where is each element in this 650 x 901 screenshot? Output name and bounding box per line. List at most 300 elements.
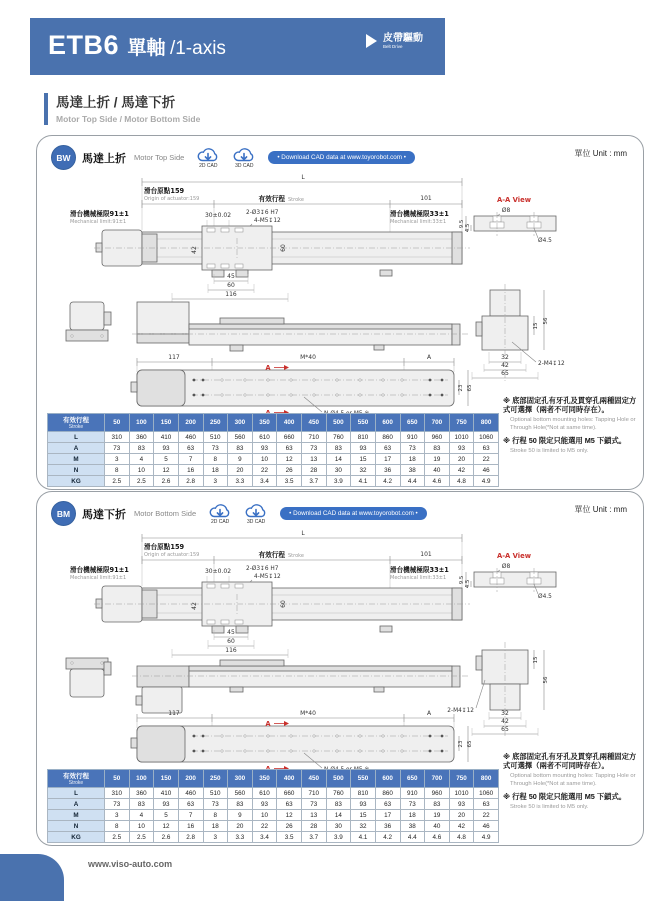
value-cell: 19 <box>425 810 450 821</box>
download-cad-link[interactable]: • Download CAD data at www.toyorobot.com • <box>280 507 427 520</box>
stroke-label-en: Stroke <box>288 197 304 203</box>
dim-45: 45 <box>227 273 235 280</box>
value-cell: 960 <box>425 432 450 443</box>
row-label: M <box>48 810 105 821</box>
note-1-en: Optional bottom mounting holes: Tapping Hole or Through Hole(*Not at same time). <box>510 772 636 787</box>
value-cell: 83 <box>326 799 351 810</box>
table-row <box>48 788 499 799</box>
value-cell: 83 <box>228 443 253 454</box>
value-cell: 18 <box>203 821 228 832</box>
value-cell: 19 <box>425 454 450 465</box>
value-cell: 4.1 <box>351 476 376 487</box>
value-cell: 12 <box>154 465 179 476</box>
technical-drawing-motor-bottom <box>42 522 638 774</box>
section-accent-bar <box>44 93 48 125</box>
value-cell: 93 <box>351 443 376 454</box>
dim-d4p5: Ø4.5 <box>538 238 552 244</box>
cad-3d-label: 3D CAD <box>235 162 254 169</box>
value-cell: 3 <box>105 454 130 465</box>
value-cell: 83 <box>425 799 450 810</box>
value-cell: 3 <box>203 832 228 843</box>
value-cell: 32 <box>351 465 376 476</box>
value-cell: 4 <box>129 810 154 821</box>
dim-4p5: 4.5 <box>465 223 471 233</box>
stroke-label-cn: 有效行程 <box>258 551 285 559</box>
table-row <box>48 476 499 487</box>
value-cell: 910 <box>400 432 425 443</box>
stroke-col-header: 300 <box>228 414 253 432</box>
value-cell: 38 <box>400 465 425 476</box>
value-cell: 28 <box>302 821 327 832</box>
value-cell: 16 <box>178 821 203 832</box>
dim-tap-holes: 4-M5↧12 <box>254 218 281 224</box>
title-en: /1-axis <box>169 38 226 59</box>
dim-23: 23 <box>458 740 464 748</box>
table-row <box>48 832 499 843</box>
stroke-col-header: 600 <box>375 414 400 432</box>
note-1-en: Optional bottom mounting holes: Tapping Hole or Through Hole(*Not at same time). <box>510 416 636 431</box>
stroke-label-cn: 有效行程 <box>258 195 285 203</box>
value-cell: 63 <box>277 799 302 810</box>
value-cell: 2.8 <box>178 476 203 487</box>
value-cell: 2.6 <box>154 476 179 487</box>
value-cell: 410 <box>154 788 179 799</box>
value-cell: 93 <box>252 443 277 454</box>
dim-m40: M*40 <box>300 354 316 361</box>
header-banner <box>30 18 445 75</box>
aa-view-title: A-A View <box>496 552 532 560</box>
value-cell: 18 <box>400 810 425 821</box>
value-cell: 3.9 <box>326 476 351 487</box>
value-cell: 5 <box>154 810 179 821</box>
stroke-col-header: 650 <box>400 414 425 432</box>
value-cell: 40 <box>425 465 450 476</box>
value-cell: 3.7 <box>302 832 327 843</box>
value-cell: 3 <box>105 810 130 821</box>
value-cell: 12 <box>154 821 179 832</box>
value-cell: 710 <box>302 432 327 443</box>
stroke-col-header: 250 <box>203 414 228 432</box>
value-cell: 20 <box>449 810 474 821</box>
stroke-col-header: 200 <box>178 770 203 788</box>
panel-title-en: Motor Bottom Side <box>134 509 197 518</box>
dim-32: 32 <box>501 710 509 717</box>
value-cell: 4.6 <box>425 832 450 843</box>
value-cell: 1010 <box>449 432 474 443</box>
value-cell: 14 <box>326 810 351 821</box>
aa-view-title: A-A View <box>496 196 532 204</box>
stroke-col-header: 300 <box>228 770 253 788</box>
section-title-cn: 馬達上折 / 馬達下折 <box>56 95 176 110</box>
value-cell: 660 <box>277 432 302 443</box>
value-cell: 12 <box>277 454 302 465</box>
dim-56: 56 <box>543 676 549 684</box>
value-cell: 8 <box>105 821 130 832</box>
stroke-col-header: 600 <box>375 770 400 788</box>
dim-a: A <box>426 710 432 717</box>
table-row <box>48 443 499 454</box>
value-cell: 410 <box>154 432 179 443</box>
dim-116: 116 <box>225 647 237 654</box>
row-label: L <box>48 432 105 443</box>
value-cell: 18 <box>400 454 425 465</box>
dim-tap-holes: 4-M5↧12 <box>254 574 281 580</box>
value-cell: 20 <box>228 821 253 832</box>
bottom-view <box>131 354 473 417</box>
mech-limit-right-en: Mechanical limit:33±1 <box>390 575 447 581</box>
value-cell: 93 <box>252 799 277 810</box>
value-cell: 3.3 <box>228 832 253 843</box>
value-cell: 93 <box>449 799 474 810</box>
dim-right-length: 101 <box>420 551 432 558</box>
stroke-col-header: 50 <box>105 414 130 432</box>
value-cell: 10 <box>129 465 154 476</box>
note-1-cn: ※ 底部固定孔有牙孔及貫穿孔兩種固定方式可選擇（兩者不可同時存在）。 <box>503 752 637 771</box>
stroke-dimension-table <box>47 769 499 843</box>
value-cell: 26 <box>277 465 302 476</box>
dim-m4-holes: 2-M4↧12 <box>447 708 474 714</box>
dim-32: 32 <box>501 354 509 361</box>
stroke-col-header: 700 <box>425 414 450 432</box>
note-2-cn: ※ 行程 50 限定只能選用 M5 下鎖式。 <box>503 436 627 446</box>
unit-label: 單位 Unit : mm <box>574 505 627 514</box>
stroke-col-header: 500 <box>326 414 351 432</box>
panel-notes <box>503 752 637 815</box>
stroke-col-header: 700 <box>425 770 450 788</box>
stroke-label-en: Stroke <box>288 553 304 559</box>
dim-15: 15 <box>533 656 539 664</box>
section-mark-a-top: A <box>265 720 271 728</box>
value-cell: 63 <box>375 443 400 454</box>
dim-23: 23 <box>458 384 464 392</box>
value-cell: 17 <box>375 454 400 465</box>
dim-65r: 65 <box>467 384 473 392</box>
value-cell: 4.8 <box>449 476 474 487</box>
value-cell: 360 <box>129 432 154 443</box>
value-cell: 4.2 <box>375 476 400 487</box>
value-cell: 20 <box>449 454 474 465</box>
panel-title-cn: 馬達上折 <box>82 152 126 165</box>
value-cell: 40 <box>425 821 450 832</box>
value-cell: 3 <box>203 476 228 487</box>
value-cell: 4.8 <box>449 832 474 843</box>
value-cell: 660 <box>277 788 302 799</box>
stroke-col-header: 550 <box>351 414 376 432</box>
stroke-header-cell: 有效行程 Stroke <box>48 414 105 432</box>
value-cell: 3.7 <box>302 476 327 487</box>
footer-url: www.viso-auto.com <box>88 859 173 869</box>
value-cell: 63 <box>375 799 400 810</box>
origin-label-cn: 滑台原點159 <box>144 543 185 551</box>
value-cell: 10 <box>129 821 154 832</box>
value-cell: 2.5 <box>105 832 130 843</box>
value-cell: 3.5 <box>277 476 302 487</box>
value-cell: 38 <box>400 821 425 832</box>
dim-117: 117 <box>168 710 180 717</box>
section-mark-a-top: A <box>265 364 271 372</box>
model-code-badge: BW <box>51 145 76 170</box>
dim-42: 42 <box>191 246 198 254</box>
mech-limit-left-en: Mechanical limit:91±1 <box>70 219 127 225</box>
dim-4p5: 4.5 <box>465 579 471 589</box>
value-cell: 510 <box>203 788 228 799</box>
dim-a: A <box>426 354 432 361</box>
value-cell: 760 <box>326 432 351 443</box>
dim-9p5: 9.5 <box>459 219 465 229</box>
right-end-view <box>472 284 565 382</box>
note-2-en: Stroke 50 is limited to M5 only. <box>510 803 589 810</box>
value-cell: 17 <box>375 810 400 821</box>
dim-42b: 42 <box>501 362 509 369</box>
download-cad-link[interactable]: • Download CAD data at www.toyorobot.com • <box>268 151 415 164</box>
value-cell: 3.4 <box>252 832 277 843</box>
stroke-col-header: 200 <box>178 414 203 432</box>
stroke-table-wrap <box>47 769 499 843</box>
value-cell: 510 <box>203 432 228 443</box>
value-cell: 2.5 <box>105 476 130 487</box>
value-cell: 10 <box>252 810 277 821</box>
dim-60b: 60 <box>227 282 235 289</box>
value-cell: 28 <box>302 465 327 476</box>
row-label: A <box>48 799 105 810</box>
value-cell: 32 <box>351 821 376 832</box>
panel-title-cn: 馬達下折 <box>82 508 126 521</box>
section-title <box>44 91 200 124</box>
mech-limit-right-cn: 滑台機械極限33±1 <box>390 210 449 218</box>
row-label: KG <box>48 832 105 843</box>
value-cell: 3.5 <box>277 832 302 843</box>
value-cell: 15 <box>351 454 376 465</box>
value-cell: 810 <box>351 788 376 799</box>
arrow-right-icon <box>366 34 377 48</box>
dim-d4p5: Ø4.5 <box>538 594 552 600</box>
drive-type-en: Belt Drive <box>383 44 403 49</box>
value-cell: 83 <box>129 443 154 454</box>
value-cell: 3.9 <box>326 832 351 843</box>
value-cell: 7 <box>178 810 203 821</box>
technical-drawing-motor-top <box>42 166 638 418</box>
value-cell: 4.4 <box>400 832 425 843</box>
left-end-view <box>66 658 111 697</box>
value-cell: 83 <box>326 443 351 454</box>
mech-limit-left-en: Mechanical limit:91±1 <box>70 575 127 581</box>
value-cell: 16 <box>178 465 203 476</box>
stroke-col-header: 750 <box>449 414 474 432</box>
dim-56: 56 <box>543 317 549 325</box>
origin-label-cn: 滑台原點159 <box>144 187 185 195</box>
dim-60: 60 <box>280 244 287 252</box>
value-cell: 3.3 <box>228 476 253 487</box>
value-cell: 83 <box>228 799 253 810</box>
value-cell: 610 <box>252 788 277 799</box>
model-name: ETB6 <box>48 30 120 60</box>
row-label: KG <box>48 476 105 487</box>
stroke-col-header: 800 <box>474 414 499 432</box>
drive-type-cn: 皮帶驅動 <box>383 33 423 44</box>
value-cell: 810 <box>351 432 376 443</box>
bottom-view <box>131 710 473 773</box>
cloud-download-icon <box>196 147 220 164</box>
side-view <box>132 660 470 713</box>
value-cell: 26 <box>277 821 302 832</box>
value-cell: 4.6 <box>425 476 450 487</box>
table-row <box>48 810 499 821</box>
value-cell: 42 <box>449 821 474 832</box>
value-cell: 83 <box>129 799 154 810</box>
value-cell: 12 <box>277 810 302 821</box>
dim-overall-length: L <box>301 530 305 537</box>
dim-d8: Ø8 <box>501 207 511 214</box>
value-cell: 42 <box>449 465 474 476</box>
value-cell: 93 <box>154 443 179 454</box>
origin-label-en: Origin of actuator:159 <box>144 196 200 202</box>
mech-limit-left-cn: 滑台機械極限91±1 <box>70 566 129 574</box>
value-cell: 910 <box>400 788 425 799</box>
stroke-col-header: 450 <box>302 414 327 432</box>
dim-dowel-holes: 2-Ø3↧6 H7 <box>246 210 279 216</box>
value-cell: 10 <box>252 454 277 465</box>
dim-right-length: 101 <box>420 195 432 202</box>
cloud-download-icon <box>232 147 256 164</box>
dim-d8: Ø8 <box>501 563 511 570</box>
value-cell: 13 <box>302 810 327 821</box>
table-row <box>48 465 499 476</box>
model-code-badge: BM <box>51 501 76 526</box>
row-label: L <box>48 788 105 799</box>
right-end-view <box>447 642 549 738</box>
value-cell: 13 <box>302 454 327 465</box>
value-cell: 22 <box>252 821 277 832</box>
value-cell: 15 <box>351 810 376 821</box>
stroke-col-header: 800 <box>474 770 499 788</box>
table-row <box>48 821 499 832</box>
value-cell: 73 <box>105 443 130 454</box>
dim-overall-length: L <box>301 174 305 181</box>
value-cell: 5 <box>154 454 179 465</box>
cad-2d-label: 2D CAD <box>210 518 230 525</box>
dim-60: 60 <box>280 600 287 608</box>
value-cell: 73 <box>400 799 425 810</box>
value-cell: 73 <box>105 799 130 810</box>
value-cell: 46 <box>474 465 499 476</box>
dim-9p5: 9.5 <box>459 575 465 585</box>
value-cell: 360 <box>129 788 154 799</box>
row-label: M <box>48 454 105 465</box>
dim-65: 65 <box>501 370 509 377</box>
value-cell: 560 <box>228 788 253 799</box>
value-cell: 710 <box>302 788 327 799</box>
value-cell: 9 <box>228 810 253 821</box>
value-cell: 2.8 <box>178 832 203 843</box>
value-cell: 2.5 <box>129 832 154 843</box>
aa-section-view <box>459 196 556 244</box>
stroke-col-header: 550 <box>351 770 376 788</box>
value-cell: 460 <box>178 788 203 799</box>
value-cell: 93 <box>351 799 376 810</box>
dim-60b: 60 <box>227 638 235 645</box>
stroke-dimension-table <box>47 413 499 487</box>
value-cell: 7 <box>178 454 203 465</box>
value-cell: 63 <box>178 799 203 810</box>
mech-limit-right-en: Mechanical limit:33±1 <box>390 219 447 225</box>
value-cell: 63 <box>474 443 499 454</box>
stroke-header-cell: 有效行程 Stroke <box>48 770 105 788</box>
row-label: A <box>48 443 105 454</box>
dim-m4-holes: 2-M4↧12 <box>538 361 565 367</box>
value-cell: 36 <box>375 821 400 832</box>
cloud-download-icon <box>244 503 268 520</box>
value-cell: 14 <box>326 454 351 465</box>
note-2-cn: ※ 行程 50 限定只能選用 M5 下鎖式。 <box>503 792 627 802</box>
value-cell: 36 <box>375 465 400 476</box>
value-cell: 46 <box>474 821 499 832</box>
value-cell: 63 <box>474 799 499 810</box>
stroke-col-header: 450 <box>302 770 327 788</box>
value-cell: 20 <box>228 465 253 476</box>
value-cell: 73 <box>302 443 327 454</box>
value-cell: 73 <box>400 443 425 454</box>
value-cell: 4.9 <box>474 832 499 843</box>
value-cell: 960 <box>425 788 450 799</box>
value-cell: 560 <box>228 432 253 443</box>
dim-45: 45 <box>227 629 235 636</box>
value-cell: 3.4 <box>252 476 277 487</box>
panel-title-en: Motor Top Side <box>134 153 185 162</box>
stroke-col-header: 650 <box>400 770 425 788</box>
aa-section-view <box>459 552 556 600</box>
value-cell: 22 <box>474 454 499 465</box>
value-cell: 1010 <box>449 788 474 799</box>
value-cell: 73 <box>203 799 228 810</box>
value-cell: 4 <box>129 454 154 465</box>
value-cell: 8 <box>203 454 228 465</box>
value-cell: 9 <box>228 454 253 465</box>
value-cell: 22 <box>474 810 499 821</box>
value-cell: 93 <box>449 443 474 454</box>
stroke-col-header: 400 <box>277 770 302 788</box>
stroke-col-header: 350 <box>252 770 277 788</box>
origin-label-en: Origin of actuator:159 <box>144 552 200 558</box>
dim-116: 116 <box>225 291 237 298</box>
stroke-col-header: 350 <box>252 414 277 432</box>
product-title <box>48 30 226 61</box>
dim-117: 117 <box>168 354 180 361</box>
value-cell: 860 <box>375 432 400 443</box>
table-row <box>48 454 499 465</box>
mech-limit-left-cn: 滑台機械極限91±1 <box>70 210 129 218</box>
value-cell: 8 <box>105 465 130 476</box>
value-cell: 4.2 <box>375 832 400 843</box>
stroke-col-header: 150 <box>154 414 179 432</box>
dim-m40: M*40 <box>300 710 316 717</box>
value-cell: 310 <box>105 432 130 443</box>
unit-label: 單位 Unit : mm <box>574 149 627 158</box>
cad-3d-label: 3D CAD <box>246 518 266 525</box>
row-label: N <box>48 821 105 832</box>
value-cell: 83 <box>425 443 450 454</box>
value-cell: 1060 <box>474 788 499 799</box>
note-1-cn: ※ 底部固定孔有牙孔及貫穿孔兩種固定方式可選擇（兩者不可同時存在）。 <box>503 396 637 415</box>
cloud-download-icon <box>208 503 232 520</box>
stroke-col-header: 50 <box>105 770 130 788</box>
dim-pitch: 30±0.02 <box>204 212 232 219</box>
dim-42: 42 <box>191 602 198 610</box>
panel-motor-bottom-side <box>36 491 644 846</box>
dim-pitch: 30±0.02 <box>204 568 232 575</box>
value-cell: 93 <box>154 799 179 810</box>
value-cell: 860 <box>375 788 400 799</box>
value-cell: 2.5 <box>129 476 154 487</box>
